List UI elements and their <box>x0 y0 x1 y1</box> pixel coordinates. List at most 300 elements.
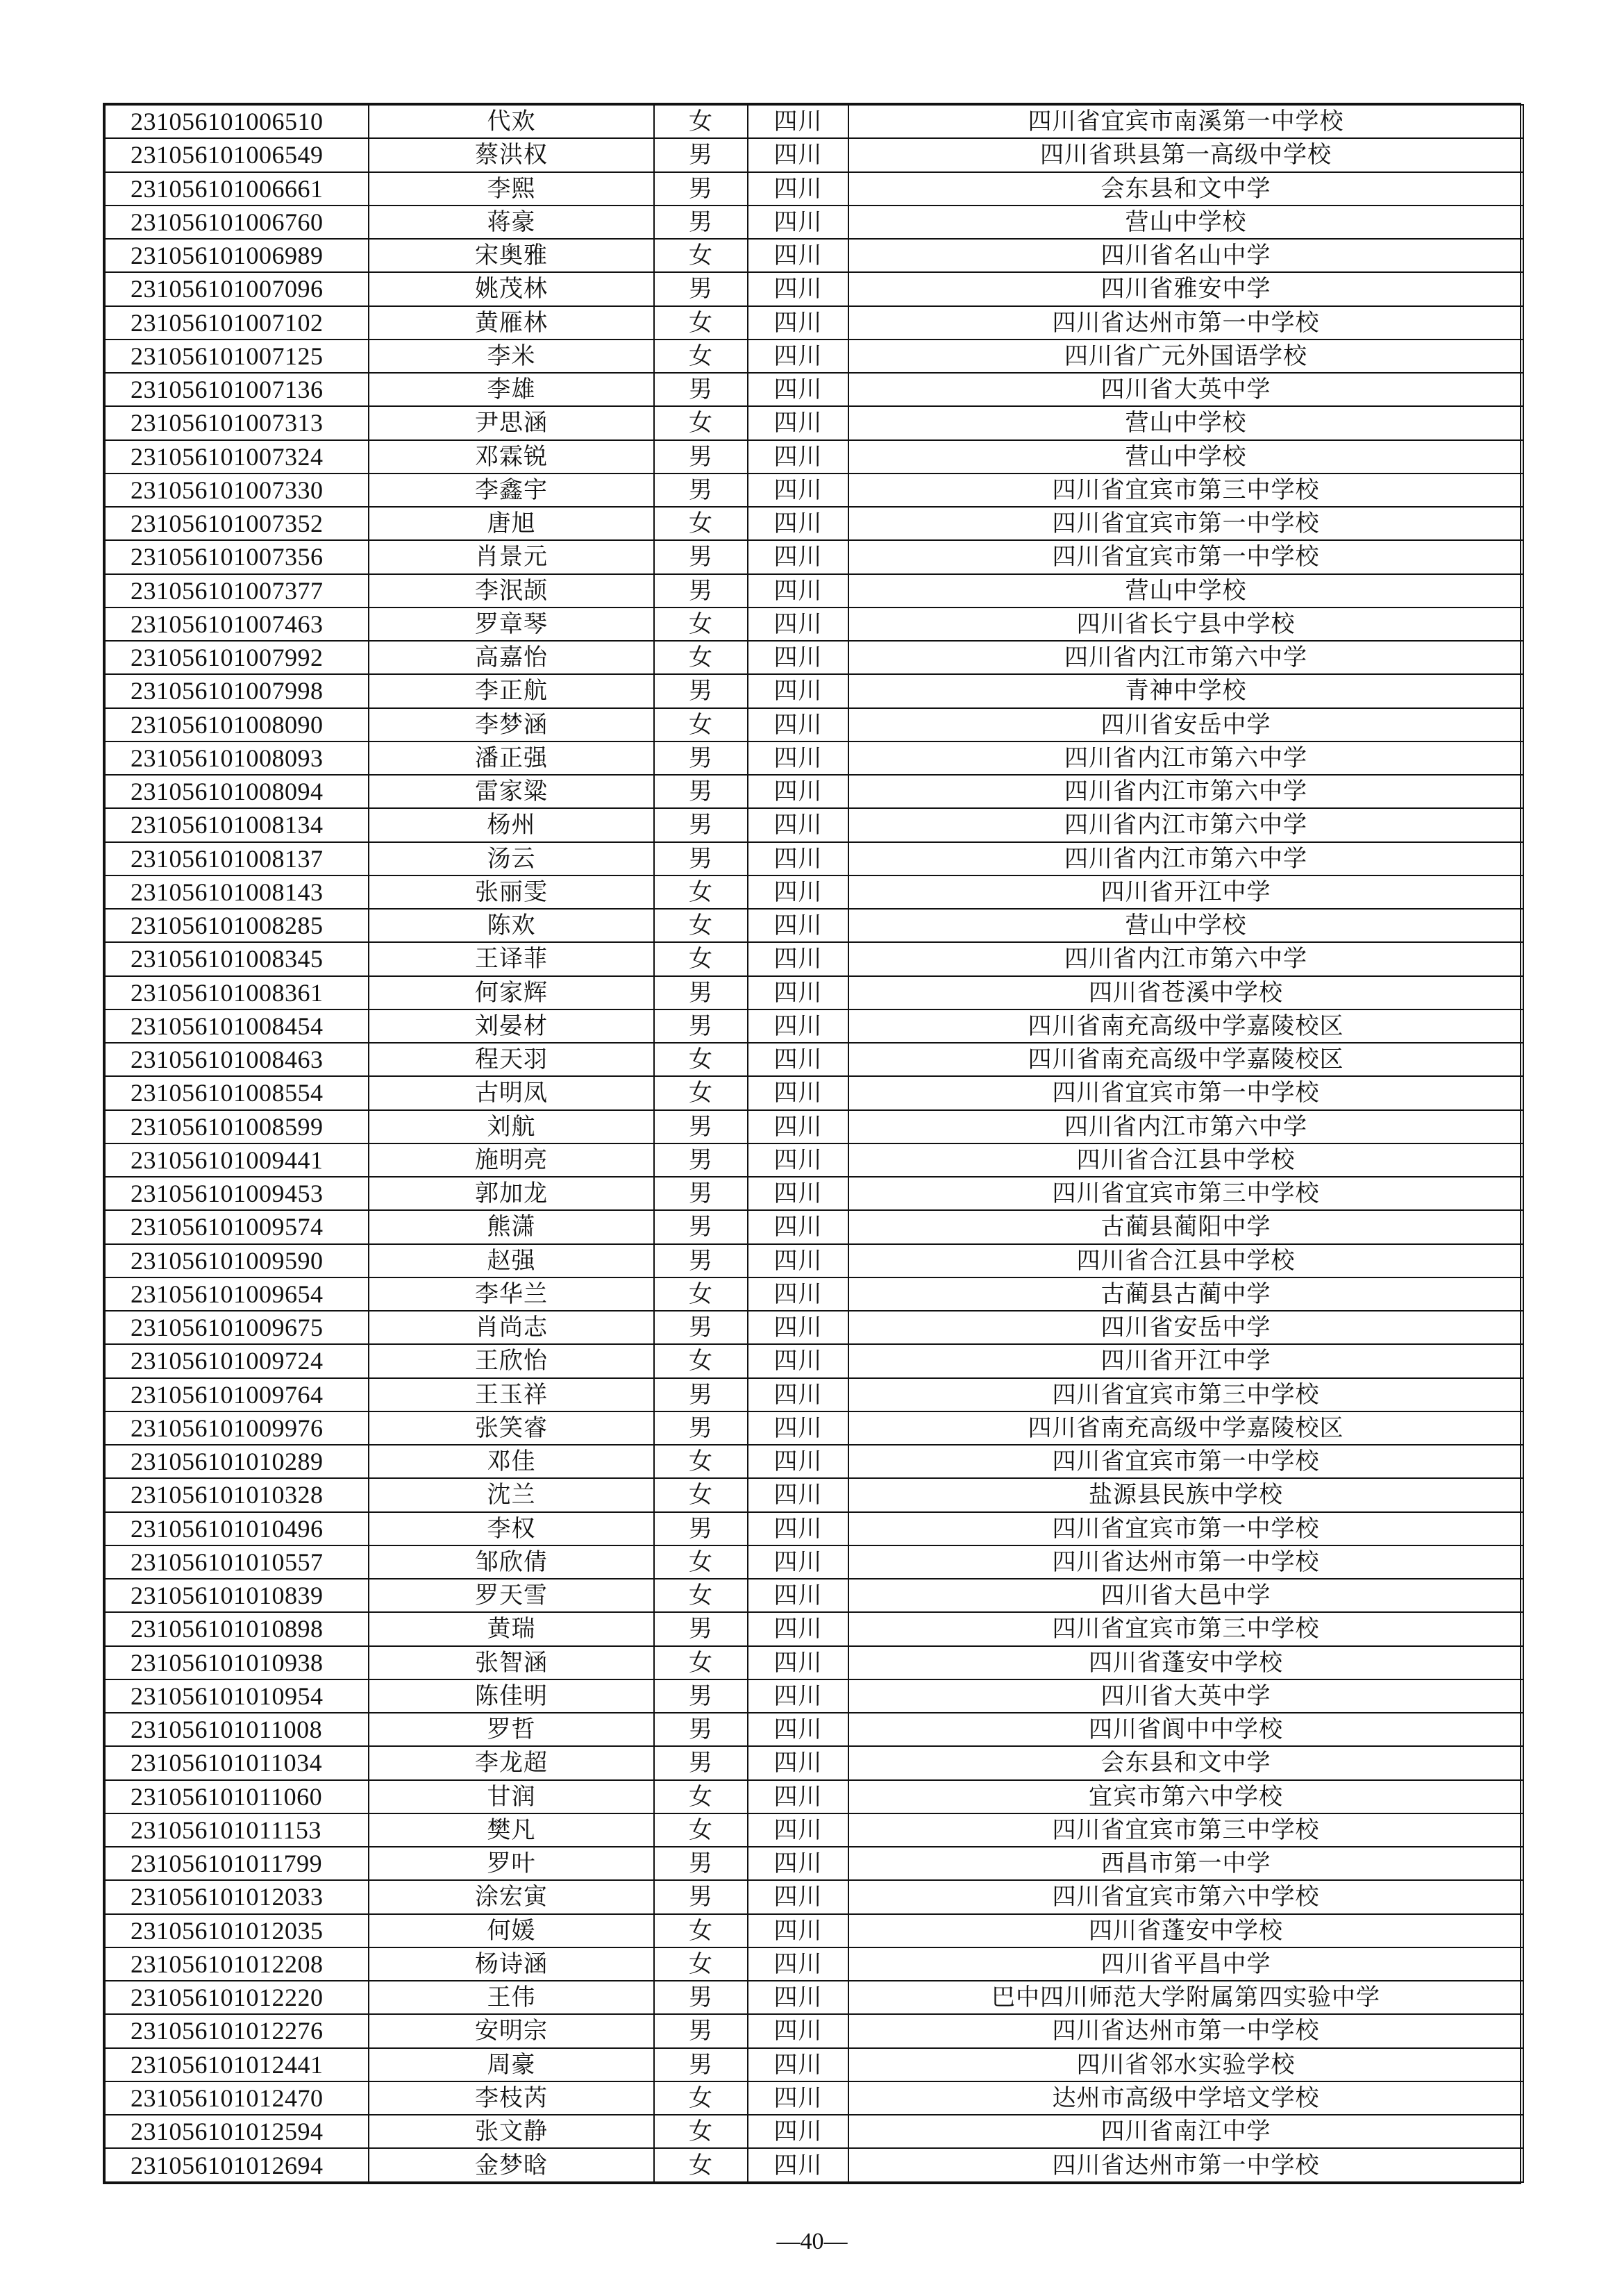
student-id-cell: 231056101008454 <box>105 1009 369 1043</box>
student-name-cell: 高嘉怡 <box>369 641 654 674</box>
gender-cell: 男 <box>654 1177 748 1210</box>
gender-cell: 女 <box>654 875 748 909</box>
student-id-cell: 231056101011060 <box>105 1780 369 1813</box>
student-name-cell: 肖尚志 <box>369 1311 654 1344</box>
province-cell: 四川 <box>748 1445 848 1478</box>
gender-cell: 男 <box>654 206 748 239</box>
table-row <box>105 842 1523 875</box>
student-id-cell: 231056101007096 <box>105 272 369 305</box>
student-name-cell: 李雄 <box>369 373 654 406</box>
student-name-cell: 陈佳明 <box>369 1679 654 1713</box>
table-row <box>105 1009 1523 1043</box>
student-name-cell: 安明宗 <box>369 2014 654 2047</box>
school-cell: 会东县和文中学 <box>848 1746 1523 1779</box>
gender-cell: 女 <box>654 708 748 741</box>
student-id-cell: 231056101009453 <box>105 1177 369 1210</box>
student-id-cell: 231056101008137 <box>105 842 369 875</box>
school-cell: 营山中学校 <box>848 406 1523 439</box>
table-row <box>105 2081 1523 2115</box>
school-cell: 四川省内江市第六中学 <box>848 942 1523 975</box>
student-name-cell: 何家辉 <box>369 976 654 1009</box>
student-name-cell: 王伟 <box>369 1981 654 2014</box>
table-row <box>105 741 1523 775</box>
table-row <box>105 607 1523 641</box>
student-id-cell: 231056101012470 <box>105 2081 369 2115</box>
student-id-cell: 231056101008361 <box>105 976 369 1009</box>
table-row <box>105 507 1523 540</box>
student-name-cell: 李泯颉 <box>369 574 654 607</box>
province-cell: 四川 <box>748 2115 848 2148</box>
gender-cell: 男 <box>654 1512 748 1545</box>
gender-cell: 女 <box>654 2148 748 2182</box>
student-id-cell: 231056101009724 <box>105 1344 369 1377</box>
table-row <box>105 574 1523 607</box>
student-id-cell: 231056101007102 <box>105 306 369 340</box>
student-name-cell: 代欢 <box>369 105 654 138</box>
gender-cell: 男 <box>654 272 748 305</box>
gender-cell: 男 <box>654 1746 748 1779</box>
table-row <box>105 1244 1523 1277</box>
gender-cell: 女 <box>654 909 748 942</box>
province-cell: 四川 <box>748 976 848 1009</box>
province-cell: 四川 <box>748 808 848 841</box>
school-cell: 营山中学校 <box>848 909 1523 942</box>
school-cell: 四川省内江市第六中学 <box>848 842 1523 875</box>
school-cell: 四川省安岳中学 <box>848 708 1523 741</box>
province-cell: 四川 <box>748 2148 848 2182</box>
table-row <box>105 2048 1523 2081</box>
student-id-cell: 231056101009441 <box>105 1143 369 1177</box>
province-cell: 四川 <box>748 1143 848 1177</box>
school-cell: 四川省雅安中学 <box>848 272 1523 305</box>
province-cell: 四川 <box>748 373 848 406</box>
province-cell: 四川 <box>748 1378 848 1411</box>
school-cell: 青神中学校 <box>848 674 1523 707</box>
student-id-cell: 231056101010328 <box>105 1478 369 1511</box>
gender-cell: 男 <box>654 1847 748 1880</box>
student-id-cell: 231056101007136 <box>105 373 369 406</box>
province-cell: 四川 <box>748 172 848 206</box>
student-name-cell: 邹欣倩 <box>369 1545 654 1579</box>
student-name-cell: 刘航 <box>369 1110 654 1143</box>
gender-cell: 男 <box>654 1110 748 1143</box>
student-id-cell: 231056101006989 <box>105 239 369 272</box>
student-name-cell: 尹思涵 <box>369 406 654 439</box>
province-cell: 四川 <box>748 1076 848 1109</box>
gender-cell: 男 <box>654 2048 748 2081</box>
table-row <box>105 1746 1523 1779</box>
table-row <box>105 1177 1523 1210</box>
province-cell: 四川 <box>748 1344 848 1377</box>
province-cell: 四川 <box>748 741 848 775</box>
gender-cell: 女 <box>654 1076 748 1109</box>
student-id-cell: 231056101007356 <box>105 540 369 573</box>
student-name-cell: 蔡洪权 <box>369 138 654 171</box>
student-name-cell: 唐旭 <box>369 507 654 540</box>
gender-cell: 女 <box>654 1478 748 1511</box>
student-id-cell: 231056101009654 <box>105 1277 369 1311</box>
school-cell: 四川省宜宾市第三中学校 <box>848 1378 1523 1411</box>
table-row <box>105 674 1523 707</box>
student-id-cell: 231056101011008 <box>105 1713 369 1746</box>
table-row <box>105 1512 1523 1545</box>
province-cell: 四川 <box>748 1880 848 1913</box>
province-cell: 四川 <box>748 674 848 707</box>
table-row <box>105 272 1523 305</box>
province-cell: 四川 <box>748 1478 848 1511</box>
province-cell: 四川 <box>748 1646 848 1679</box>
student-id-cell: 231056101007324 <box>105 440 369 474</box>
table-row <box>105 1914 1523 1947</box>
student-id-cell: 231056101007463 <box>105 607 369 641</box>
student-name-cell: 李熙 <box>369 172 654 206</box>
gender-cell: 男 <box>654 1210 748 1243</box>
student-name-cell: 罗哲 <box>369 1713 654 1746</box>
table-row <box>105 1612 1523 1645</box>
province-cell: 四川 <box>748 875 848 909</box>
table-row <box>105 172 1523 206</box>
province-cell: 四川 <box>748 1981 848 2014</box>
gender-cell: 女 <box>654 1043 748 1076</box>
province-cell: 四川 <box>748 1277 848 1311</box>
student-table <box>104 104 1524 2183</box>
school-cell: 四川省开江中学 <box>848 1344 1523 1377</box>
school-cell: 四川省南充高级中学嘉陵校区 <box>848 1009 1523 1043</box>
province-cell: 四川 <box>748 1411 848 1445</box>
table-row <box>105 1378 1523 1411</box>
table-row <box>105 2014 1523 2047</box>
student-id-cell: 231056101006549 <box>105 138 369 171</box>
gender-cell: 男 <box>654 1880 748 1913</box>
school-cell: 宜宾市第六中学校 <box>848 1780 1523 1813</box>
province-cell: 四川 <box>748 2081 848 2115</box>
table-row <box>105 1579 1523 1612</box>
table-row <box>105 808 1523 841</box>
table-row <box>105 1076 1523 1109</box>
student-id-cell: 231056101006661 <box>105 172 369 206</box>
student-id-cell: 231056101009976 <box>105 1411 369 1445</box>
table-row <box>105 2115 1523 2148</box>
school-cell: 四川省内江市第六中学 <box>848 741 1523 775</box>
school-cell: 四川省邻水实验学校 <box>848 2048 1523 2081</box>
table-row <box>105 1344 1523 1377</box>
student-id-cell: 231056101010938 <box>105 1646 369 1679</box>
province-cell: 四川 <box>748 1210 848 1243</box>
student-id-cell: 231056101010289 <box>105 1445 369 1478</box>
school-cell: 营山中学校 <box>848 440 1523 474</box>
school-cell: 四川省内江市第六中学 <box>848 808 1523 841</box>
student-id-cell: 231056101007998 <box>105 674 369 707</box>
gender-cell: 女 <box>654 406 748 439</box>
student-name-cell: 张丽雯 <box>369 875 654 909</box>
student-name-cell: 黄雁林 <box>369 306 654 340</box>
school-cell: 四川省达州市第一中学校 <box>848 2148 1523 2182</box>
table-row <box>105 1780 1523 1813</box>
student-id-cell: 231056101008093 <box>105 741 369 775</box>
gender-cell: 男 <box>654 474 748 507</box>
province-cell: 四川 <box>748 1679 848 1713</box>
page-number: —40— <box>776 2229 848 2254</box>
school-cell: 四川省宜宾市第一中学校 <box>848 540 1523 573</box>
student-name-cell: 樊凡 <box>369 1813 654 1847</box>
province-cell: 四川 <box>748 1713 848 1746</box>
gender-cell: 男 <box>654 440 748 474</box>
table-row <box>105 1411 1523 1445</box>
school-cell: 四川省安岳中学 <box>848 1311 1523 1344</box>
student-name-cell: 罗章琴 <box>369 607 654 641</box>
student-name-cell: 王译菲 <box>369 942 654 975</box>
table-row <box>105 1981 1523 2014</box>
province-cell: 四川 <box>748 306 848 340</box>
table-row <box>105 373 1523 406</box>
school-cell: 四川省合江县中学校 <box>848 1143 1523 1177</box>
school-cell: 盐源县民族中学校 <box>848 1478 1523 1511</box>
student-name-cell: 肖景元 <box>369 540 654 573</box>
student-id-cell: 231056101012441 <box>105 2048 369 2081</box>
gender-cell: 男 <box>654 775 748 808</box>
table-row <box>105 206 1523 239</box>
gender-cell: 男 <box>654 1143 748 1177</box>
gender-cell: 男 <box>654 1009 748 1043</box>
table-row <box>105 340 1523 373</box>
student-id-cell: 231056101008554 <box>105 1076 369 1109</box>
school-cell: 四川省广元外国语学校 <box>848 340 1523 373</box>
student-id-cell: 231056101007377 <box>105 574 369 607</box>
student-name-cell: 古明凤 <box>369 1076 654 1109</box>
province-cell: 四川 <box>748 440 848 474</box>
province-cell: 四川 <box>748 2014 848 2047</box>
student-name-cell: 杨诗涵 <box>369 1947 654 1981</box>
gender-cell: 女 <box>654 1344 748 1377</box>
province-cell: 四川 <box>748 1612 848 1645</box>
province-cell: 四川 <box>748 1813 848 1847</box>
student-id-cell: 231056101008134 <box>105 808 369 841</box>
school-cell: 四川省开江中学 <box>848 875 1523 909</box>
school-cell: 巴中四川师范大学附属第四实验中学 <box>848 1981 1523 2014</box>
student-name-cell: 涂宏寅 <box>369 1880 654 1913</box>
province-cell: 四川 <box>748 708 848 741</box>
school-cell: 四川省大邑中学 <box>848 1579 1523 1612</box>
gender-cell: 男 <box>654 172 748 206</box>
student-id-cell: 231056101008094 <box>105 775 369 808</box>
table-row <box>105 1813 1523 1847</box>
student-id-cell: 231056101008090 <box>105 708 369 741</box>
gender-cell: 女 <box>654 105 748 138</box>
table-row <box>105 1043 1523 1076</box>
gender-cell: 女 <box>654 1646 748 1679</box>
gender-cell: 男 <box>654 373 748 406</box>
table-row <box>105 942 1523 975</box>
school-cell: 四川省宜宾市南溪第一中学校 <box>848 105 1523 138</box>
student-name-cell: 李龙超 <box>369 1746 654 1779</box>
gender-cell: 男 <box>654 2014 748 2047</box>
province-cell: 四川 <box>748 105 848 138</box>
student-name-cell: 罗叶 <box>369 1847 654 1880</box>
gender-cell: 男 <box>654 138 748 171</box>
province-cell: 四川 <box>748 1177 848 1210</box>
gender-cell: 男 <box>654 1411 748 1445</box>
gender-cell: 女 <box>654 1947 748 1981</box>
student-name-cell: 杨州 <box>369 808 654 841</box>
gender-cell: 女 <box>654 1545 748 1579</box>
table-row <box>105 1713 1523 1746</box>
student-name-cell: 汤云 <box>369 842 654 875</box>
table-row <box>105 1646 1523 1679</box>
gender-cell: 女 <box>654 507 748 540</box>
province-cell: 四川 <box>748 842 848 875</box>
school-cell: 四川省宜宾市第六中学校 <box>848 1880 1523 1913</box>
table-row <box>105 875 1523 909</box>
school-cell: 四川省达州市第一中学校 <box>848 306 1523 340</box>
table-row <box>105 440 1523 474</box>
table-row <box>105 1143 1523 1177</box>
province-cell: 四川 <box>748 540 848 573</box>
student-name-cell: 熊潇 <box>369 1210 654 1243</box>
student-name-cell: 王欣怡 <box>369 1344 654 1377</box>
gender-cell: 女 <box>654 641 748 674</box>
student-name-cell: 李鑫宇 <box>369 474 654 507</box>
province-cell: 四川 <box>748 942 848 975</box>
province-cell: 四川 <box>748 206 848 239</box>
table-row <box>105 306 1523 340</box>
student-name-cell: 李枝芮 <box>369 2081 654 2115</box>
student-id-cell: 231056101012035 <box>105 1914 369 1947</box>
province-cell: 四川 <box>748 1110 848 1143</box>
province-cell: 四川 <box>748 607 848 641</box>
province-cell: 四川 <box>748 239 848 272</box>
table-row <box>105 1277 1523 1311</box>
table-row <box>105 540 1523 573</box>
student-id-cell: 231056101007330 <box>105 474 369 507</box>
table-row <box>105 909 1523 942</box>
student-name-cell: 李梦涵 <box>369 708 654 741</box>
school-cell: 四川省平昌中学 <box>848 1947 1523 1981</box>
student-id-cell: 231056101008463 <box>105 1043 369 1076</box>
student-id-cell: 231056101007125 <box>105 340 369 373</box>
school-cell: 四川省大英中学 <box>848 373 1523 406</box>
student-id-cell: 231056101012220 <box>105 1981 369 2014</box>
table-row <box>105 1679 1523 1713</box>
table-row <box>105 976 1523 1009</box>
school-cell: 四川省宜宾市第三中学校 <box>848 1813 1523 1847</box>
student-id-cell: 231056101010954 <box>105 1679 369 1713</box>
school-cell: 达州市高级中学培文学校 <box>848 2081 1523 2115</box>
gender-cell: 男 <box>654 1612 748 1645</box>
province-cell: 四川 <box>748 406 848 439</box>
student-id-cell: 231056101007313 <box>105 406 369 439</box>
gender-cell: 女 <box>654 1579 748 1612</box>
province-cell: 四川 <box>748 1579 848 1612</box>
gender-cell: 女 <box>654 2081 748 2115</box>
school-cell: 四川省宜宾市第三中学校 <box>848 1612 1523 1645</box>
student-id-cell: 231056101008345 <box>105 942 369 975</box>
student-name-cell: 邓佳 <box>369 1445 654 1478</box>
school-cell: 四川省南充高级中学嘉陵校区 <box>848 1411 1523 1445</box>
province-cell: 四川 <box>748 909 848 942</box>
province-cell: 四川 <box>748 1914 848 1947</box>
gender-cell: 男 <box>654 674 748 707</box>
gender-cell: 男 <box>654 574 748 607</box>
gender-cell: 女 <box>654 1277 748 1311</box>
school-cell: 四川省阆中中学校 <box>848 1713 1523 1746</box>
gender-cell: 男 <box>654 1378 748 1411</box>
student-id-cell: 231056101011799 <box>105 1847 369 1880</box>
student-id-cell: 231056101010839 <box>105 1579 369 1612</box>
table-row <box>105 1947 1523 1981</box>
student-id-cell: 231056101011153 <box>105 1813 369 1847</box>
student-id-cell: 231056101009590 <box>105 1244 369 1277</box>
school-cell: 古蔺县古蔺中学 <box>848 1277 1523 1311</box>
student-name-cell: 李权 <box>369 1512 654 1545</box>
gender-cell: 女 <box>654 1780 748 1813</box>
table-row <box>105 406 1523 439</box>
student-name-cell: 宋奥雅 <box>369 239 654 272</box>
table-row <box>105 641 1523 674</box>
student-id-cell: 231056101012276 <box>105 2014 369 2047</box>
table-row <box>105 138 1523 171</box>
school-cell: 四川省内江市第六中学 <box>848 1110 1523 1143</box>
school-cell: 四川省达州市第一中学校 <box>848 1545 1523 1579</box>
student-name-cell: 沈兰 <box>369 1478 654 1511</box>
table-row <box>105 1311 1523 1344</box>
province-cell: 四川 <box>748 2048 848 2081</box>
table-row <box>105 239 1523 272</box>
student-name-cell: 程天羽 <box>369 1043 654 1076</box>
province-cell: 四川 <box>748 1545 848 1579</box>
student-id-cell: 231056101008285 <box>105 909 369 942</box>
gender-cell: 男 <box>654 540 748 573</box>
table-row <box>105 1880 1523 1913</box>
student-name-cell: 张智涵 <box>369 1646 654 1679</box>
gender-cell: 女 <box>654 340 748 373</box>
province-cell: 四川 <box>748 138 848 171</box>
student-id-cell: 231056101010898 <box>105 1612 369 1645</box>
school-cell: 四川省名山中学 <box>848 239 1523 272</box>
student-list-table <box>103 103 1521 2184</box>
student-id-cell: 231056101012033 <box>105 1880 369 1913</box>
student-id-cell: 231056101006760 <box>105 206 369 239</box>
student-name-cell: 张笑睿 <box>369 1411 654 1445</box>
table-row <box>105 775 1523 808</box>
table-body <box>105 105 1523 2182</box>
gender-cell: 女 <box>654 2115 748 2148</box>
school-cell: 四川省珙县第一高级中学校 <box>848 138 1523 171</box>
province-cell: 四川 <box>748 641 848 674</box>
gender-cell: 男 <box>654 976 748 1009</box>
student-name-cell: 李米 <box>369 340 654 373</box>
student-name-cell: 姚茂林 <box>369 272 654 305</box>
student-id-cell: 231056101008599 <box>105 1110 369 1143</box>
student-id-cell: 231056101012594 <box>105 2115 369 2148</box>
student-name-cell: 何媛 <box>369 1914 654 1947</box>
table-row <box>105 708 1523 741</box>
student-name-cell: 刘晏材 <box>369 1009 654 1043</box>
student-id-cell: 231056101007992 <box>105 641 369 674</box>
school-cell: 四川省南充高级中学嘉陵校区 <box>848 1043 1523 1076</box>
gender-cell: 女 <box>654 1914 748 1947</box>
student-id-cell: 231056101012694 <box>105 2148 369 2182</box>
student-name-cell: 罗天雪 <box>369 1579 654 1612</box>
gender-cell: 男 <box>654 842 748 875</box>
gender-cell: 女 <box>654 1813 748 1847</box>
school-cell: 四川省苍溪中学校 <box>848 976 1523 1009</box>
student-id-cell: 231056101011034 <box>105 1746 369 1779</box>
student-name-cell: 施明亮 <box>369 1143 654 1177</box>
gender-cell: 男 <box>654 1713 748 1746</box>
gender-cell: 女 <box>654 239 748 272</box>
table-row <box>105 1847 1523 1880</box>
student-name-cell: 张文静 <box>369 2115 654 2148</box>
